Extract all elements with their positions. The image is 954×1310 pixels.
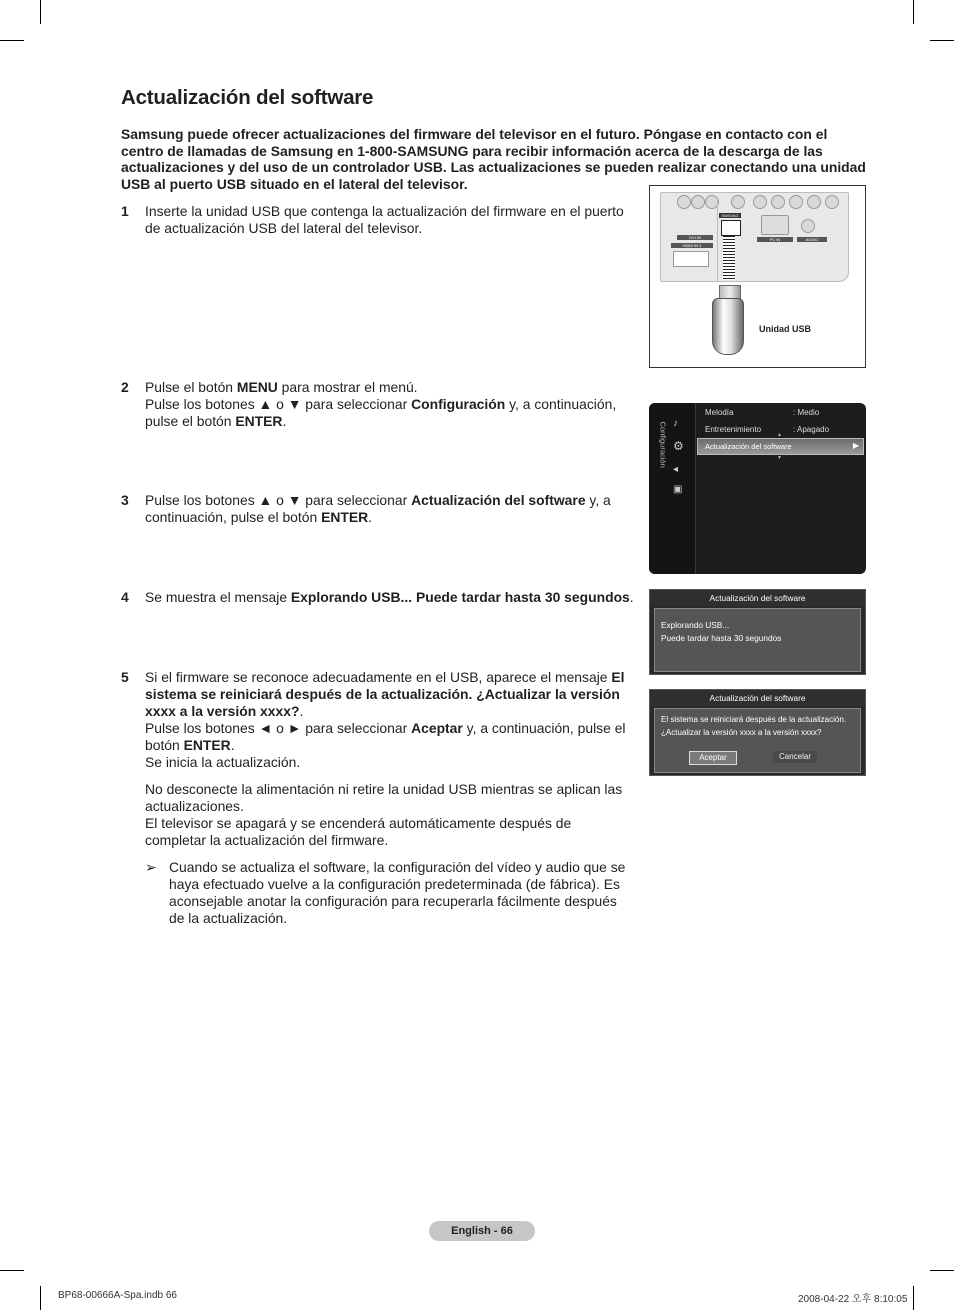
crop-mark — [930, 40, 954, 41]
jack — [789, 195, 803, 209]
menu-item-value: : Medio — [793, 408, 820, 417]
port-label: HDMI IN 3 — [671, 243, 713, 248]
jack — [677, 195, 691, 209]
dialog-body — [654, 608, 861, 672]
insertion-arrow — [723, 236, 735, 280]
page-number: English - 66 — [429, 1221, 535, 1241]
step-line: Pulse los botones ▲ o ▼ para seleccionar Configuración y, a continuación, pulse el botón ENTER. — [145, 396, 617, 429]
step-line: Se inicia la actualización. — [145, 754, 301, 770]
restart-dialog — [649, 689, 866, 776]
dialog-line: El sistema se reiniciará después de la actualización. — [661, 715, 846, 724]
menu-item-label[interactable]: Melodía — [705, 408, 734, 417]
usb-drive-icon — [712, 298, 744, 355]
dialog-header: Actualización del software — [650, 590, 865, 606]
hdmi-port — [673, 251, 709, 267]
dialog-line: Explorando USB... — [661, 620, 730, 630]
step-line: Si el firmware se reconoce adecuadamente en el USB, aparece el mensaje El sistema se reiniciará después de la actualización. ¿Actualizar la versión xxxx a la versión xxxx?. — [145, 669, 625, 719]
step-text: Inserte la unidad USB que contenga la actualización del firmware en el puerto de actualización USB del lateral del televisor. — [145, 203, 624, 236]
step-text: Se muestra el mensaje Explorando USB... Puede tardar hasta 30 segundos. — [145, 589, 634, 605]
port-label: AUDIO — [797, 237, 827, 242]
note-arrow-icon: ➢ — [145, 859, 157, 875]
step-number: 4 — [121, 589, 129, 605]
menu-side-label: Configuración — [658, 421, 668, 468]
warning-line: El televisor se apagará y se encenderá automáticamente después de completar la actualización del firmware. — [145, 815, 572, 848]
note-text: Cuando se actualiza el software, la configuración del vídeo y audio que se haya efectuado vuelve a la configuración predeterminada (de fábrica). Es aconsejable anotar la configuración para recuperarla fácilmente después de la actualización. — [169, 859, 626, 926]
footer-date: 2008-04-22 오후 8:10:05 — [798, 1294, 908, 1305]
usb-figure — [649, 185, 866, 368]
sound-icon: ♪ — [673, 418, 678, 429]
scanning-dialog — [649, 589, 866, 675]
chevron-right-icon: ▶ — [852, 441, 859, 450]
crop-mark — [913, 1286, 914, 1310]
step-number: 2 — [121, 379, 129, 395]
jack — [691, 195, 705, 209]
step-number: 1 — [121, 203, 129, 219]
crop-mark — [40, 0, 41, 24]
step-text: Pulse los botones ▲ o ▼ para seleccionar Actualización del software y, a continuación, pulse el botón ENTER. — [145, 492, 611, 525]
crop-mark — [930, 1270, 954, 1271]
tv-side-panel — [660, 192, 849, 282]
note — [145, 859, 633, 927]
crop-mark — [40, 1286, 41, 1310]
scroll-down-icon: ▼ — [777, 455, 782, 461]
menu-item-label: Actualización del software — [705, 442, 792, 451]
gear-icon: ⚙ — [673, 439, 684, 453]
dialog-line: ¿Actualizar la versión xxxx a la versión xxxx? — [661, 728, 822, 737]
divider — [717, 197, 718, 281]
warning-line: No desconecte la alimentación ni retire la unidad USB mientras se aplican las actualizaciones. — [145, 781, 623, 814]
menu-item-value: : Apagado — [793, 425, 830, 434]
figure-caption: Unidad USB — [759, 324, 812, 334]
jack — [807, 195, 821, 209]
crop-mark — [913, 0, 914, 24]
input-icon: ◂ — [673, 464, 679, 475]
accept-button[interactable]: Aceptar — [689, 751, 737, 765]
dialog-line: Puede tardar hasta 30 segundos — [661, 633, 782, 643]
usb-port — [721, 220, 741, 236]
footer-file: BP68-00666A-Spa.indb 66 — [58, 1290, 177, 1301]
app-icon: ▣ — [673, 484, 683, 495]
step-number: 3 — [121, 492, 129, 508]
cancel-button[interactable]: Cancelar — [773, 751, 817, 763]
intro-paragraph: Samsung puede ofrecer actualizaciones del firmware del televisor en el futuro. Póngase en contacto con el centro de llamadas de Samsung en 1-800-SAMSUNG para recibir información acerca de la descarga de las actualizaciones y del uso de un controlador USB. Las actualizaciones se pueden realizar conectando una unidad USB al puerto USB situado en el lateral del televisor. — [121, 126, 866, 192]
port-label: PC IN — [757, 237, 793, 242]
jack — [771, 195, 785, 209]
menu-item-software-update[interactable] — [697, 438, 864, 455]
dialog-body — [654, 708, 861, 773]
scroll-up-icon: ▲ — [777, 432, 782, 438]
crop-mark — [0, 40, 24, 41]
port-label: DVI IN — [677, 235, 713, 240]
jack — [801, 219, 815, 233]
setup-menu — [649, 403, 866, 574]
crop-mark — [0, 1270, 24, 1271]
usb-port-label: SW/DIAG — [719, 213, 741, 218]
jack — [731, 195, 745, 209]
step-number: 5 — [121, 669, 129, 685]
step-line: Pulse los botones ◄ o ► para seleccionar Aceptar y, a continuación, pulse el botón ENTER. — [145, 720, 626, 753]
page-title: Actualización del software — [121, 86, 374, 109]
step-line: Pulse el botón MENU para mostrar el menú. — [145, 379, 418, 395]
jack — [825, 195, 839, 209]
jack — [753, 195, 767, 209]
pc-in-port — [761, 215, 789, 235]
menu-item-label[interactable]: Entretenimiento — [705, 425, 762, 434]
dialog-header: Actualización del software — [650, 690, 865, 706]
